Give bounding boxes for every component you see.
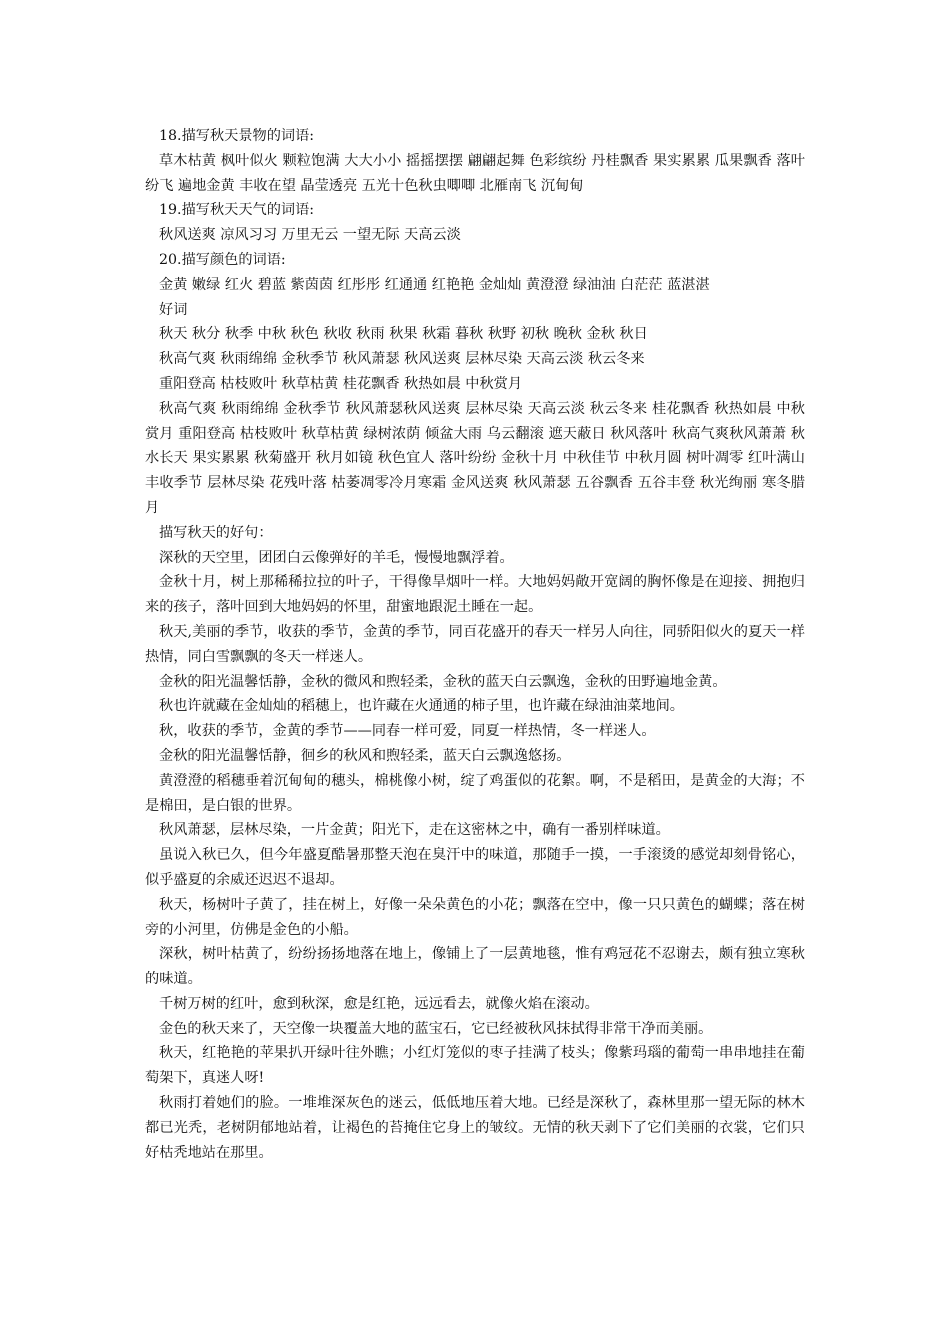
good-sentences-heading: 描写秋天的好句：	[159, 524, 273, 541]
sentence-paragraph: 黄澄澄的稻穗垂着沉甸甸的穗头，棉桃像小树，绽了鸡蛋似的花絮。啊，不是稻田，是黄金的大海；不是棉田，是白银的世界。	[145, 772, 805, 814]
autumn-weather-words: 秋风送爽 凉风习习 万里无云 一望无际 天高云淡	[159, 227, 461, 244]
sentence-paragraph: 金秋的阳光温馨恬静，金秋的微风和煦轻柔，金秋的蓝天白云飘逸，金秋的田野遍地金黄。	[159, 673, 727, 690]
autumn-scenery-words: 草木枯黄 枫叶似火 颗粒饱满 大大小小 摇摇摆摆 翩翩起舞 色彩缤纷 丹桂飘香 果实累累 瓜果飘香 落叶纷飞 遍地金黄 丰收在望 晶莹透亮 五光十色秋虫唧唧 北雁南飞 沉甸甸	[145, 152, 805, 194]
sentence-paragraph: 金色的秋天来了，天空像一块覆盖大地的蓝宝石，它已经被秋风抹拭得非常干净而美丽。	[159, 1020, 713, 1037]
good-words-line-2: 秋高气爽 秋雨绵绵 金秋季节 秋风萧瑟 秋风送爽 层林尽染 天高云淡 秋云冬来	[159, 351, 645, 368]
sentence-paragraph: 秋天，红艳艳的苹果扒开绿叶往外瞧；小红灯笼似的枣子挂满了枝头；像紫玛瑙的葡萄一串串地挂在葡萄架下，真迷人呀!	[145, 1045, 805, 1087]
sentence-paragraph: 金秋十月，树上那稀稀拉拉的叶子，干得像旱烟叶一样。大地妈妈敞开宽阔的胸怀像是在迎接、拥抱归来的孩子，落叶回到大地妈妈的怀里，甜蜜地跟泥土睡在一起。	[145, 574, 805, 616]
section-heading-18: 18.描写秋天景物的词语:	[159, 128, 315, 144]
good-words-heading: 好词	[159, 301, 188, 318]
sentence-paragraph: 秋天,美丽的季节，收获的季节，金黄的季节，同百花盛开的春天一样另人向往，同骄阳似火的夏天一样热情，同白雪飘飘的冬天一样迷人。	[145, 623, 805, 665]
section-heading-19: 19.描写秋天天气的词语:	[159, 202, 315, 219]
sentence-paragraph: 秋天，杨树叶子黄了，挂在树上，好像一朵朵黄色的小花；飘落在空中，像一只只黄色的蝴蝶；落在树旁的小河里，仿佛是金色的小船。	[145, 896, 805, 938]
sentence-paragraph: 深秋的天空里，团团白云像弹好的羊毛，慢慢地飘浮着。	[159, 549, 514, 566]
sentence-paragraph: 秋雨打着她们的脸。一堆堆深灰色的迷云，低低地压着大地。已经是深秋了，森林里那一望无际的林木都已光秃，老树阴郁地站着，让褐色的苔掩住它身上的皱纹。无情的秋天剥下了它们美丽的衣裳，它们只好枯秃地站在那里。	[145, 1095, 805, 1161]
sentence-paragraph: 金秋的阳光温馨恬静，徊乡的秋风和煦轻柔，蓝天白云飘逸悠扬。	[159, 747, 571, 764]
sentence-paragraph: 深秋，树叶枯黄了，纷纷扬扬地落在地上，像铺上了一层黄地毯，惟有鸡冠花不忍谢去，颇有独立寒秋的味道。	[145, 946, 805, 988]
sentence-paragraph: 千树万树的红叶，愈到秋深，愈是红艳，远远看去，就像火焰在滚动。	[159, 995, 599, 1012]
good-words-line-1: 秋天 秋分 秋季 中秋 秋色 秋收 秋雨 秋果 秋霜 暮秋 秋野 初秋 晚秋 金秋 秋日	[159, 326, 648, 343]
good-words-line-3: 重阳登高 枯枝败叶 秋草枯黄 桂花飘香 秋热如晨 中秋赏月	[159, 375, 523, 392]
sentence-paragraph: 虽说入秋已久，但今年盛夏酷暑那整天泡在臭汗中的味道，那随手一摸，一手滚烫的感觉却刻骨铭心，似乎盛夏的余威还迟迟不退却。	[145, 847, 805, 888]
color-words: 金黄 嫩绿 红火 碧蓝 紫茵茵 红彤彤 红通通 红艳艳 金灿灿 黄澄澄 绿油油 白茫茫 蓝湛湛	[159, 276, 710, 293]
good-words-block: 秋高气爽 秋雨绵绵 金秋季节 秋风萧瑟秋风送爽 层林尽染 天高云淡 秋云冬来 桂花飘香 秋热如晨 中秋赏月 重阳登高 枯枝败叶 秋草枯黄 绿树浓荫 倾盆大雨 乌云翻滚 遮天蔽日 秋风落叶 秋高气爽秋风萧萧 秋水长天 果实累累 秋菊盛开 秋月如镜 秋色宜人 落叶纷纷 金秋十月 中秋佳节 中秋月圆 树叶凋零 红叶满山 丰收季节 层林尽染 花残叶落 枯萎凋零冷月寒霜 金风送爽 秋风萧瑟 五谷飘香 五谷丰登 秋光绚丽 寒冬腊月	[145, 400, 805, 516]
sentence-paragraph: 秋，收获的季节，金黄的季节——同春一样可爱，同夏一样热情，冬一样迷人。	[159, 723, 656, 740]
sentence-paragraph: 秋也许就藏在金灿灿的稻穗上，也许藏在火通通的柿子里，也许藏在绿油油菜地间。	[159, 698, 684, 715]
document-page	[145, 124, 805, 1165]
section-heading-20: 20.描写颜色的词语:	[159, 251, 286, 268]
sentence-paragraph: 秋风萧瑟，层林尽染，一片金黄；阳光下，走在这密林之中，确有一番别样味道。	[159, 822, 670, 839]
